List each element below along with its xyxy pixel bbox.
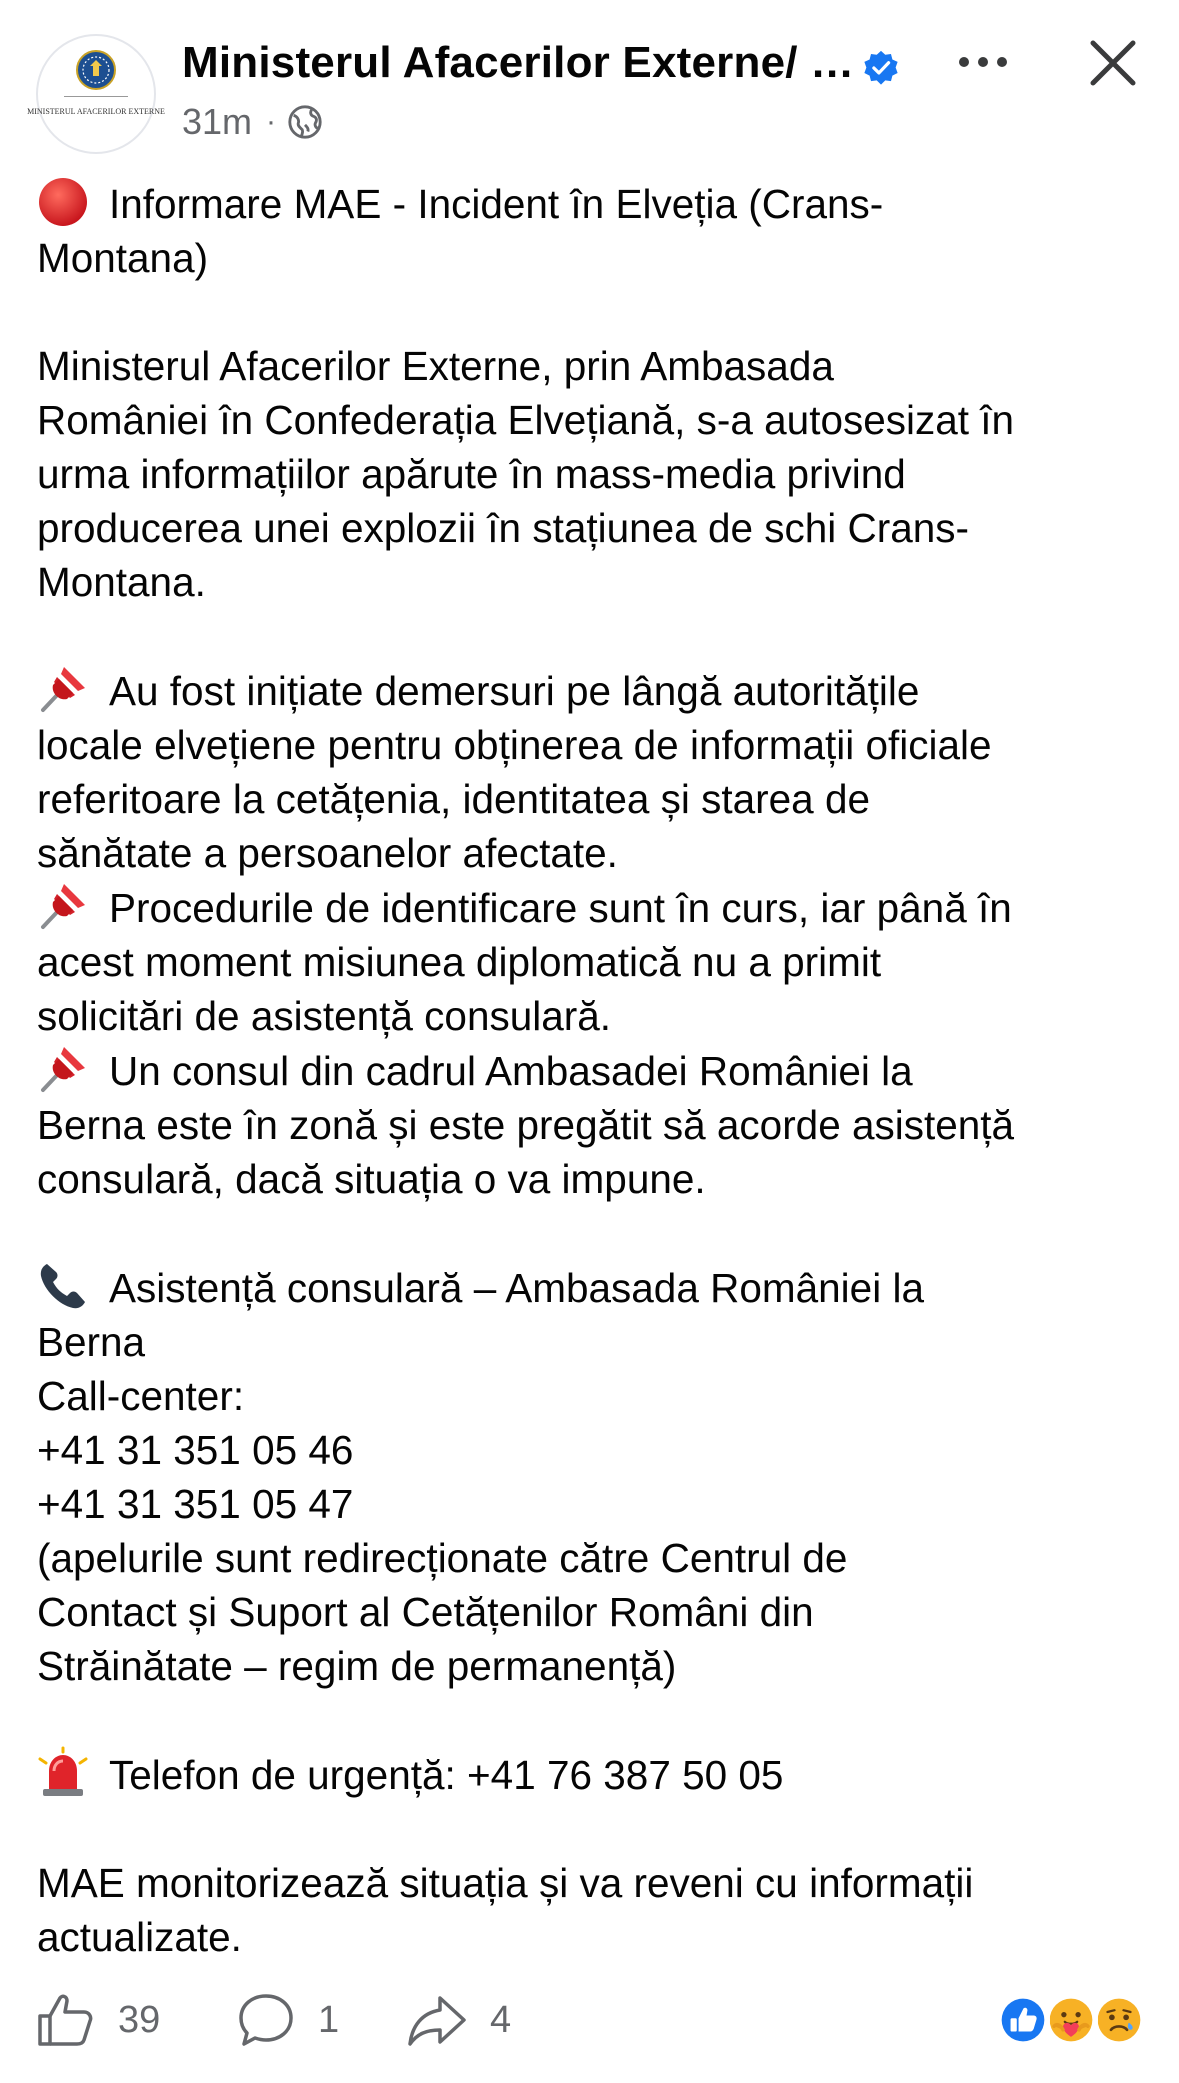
post-timestamp[interactable]: 31m [182, 101, 253, 142]
telephone-icon [37, 1260, 89, 1312]
red-circle-icon [37, 176, 89, 228]
bullet-item [37, 1043, 1167, 1206]
page-avatar[interactable] [27, 34, 165, 154]
post-meta [182, 98, 324, 146]
consular-heading: Asistență consulară – Ambasada României la Berna [37, 1265, 924, 1365]
more-options-button[interactable] [956, 42, 1010, 82]
comment-count: 1 [318, 1998, 340, 2041]
globe-icon[interactable] [286, 103, 324, 141]
bullet-item [37, 880, 1167, 1043]
care-reaction-icon [1044, 1993, 1098, 2047]
meta-separator: · [266, 105, 277, 138]
post-title: Informare MAE - Incident în Elveția (Crans- Montana) [37, 181, 884, 281]
consular-heading-line [37, 1260, 1167, 1369]
avatar-logo-text: MINISTERUL AFACERILOR EXTERNE [27, 107, 165, 116]
like-count: 39 [118, 1998, 161, 2041]
post-intro: Ministerul Afacerilor Externe, prin Ambasada României în Confederația Elvețiană, s-a autosesizat în urma informațiilor apărute în mass-media privind producerea unei explozii în stațiunea de schi Crans- Montana. [37, 343, 1015, 605]
close-icon [1086, 36, 1140, 90]
emergency-phone[interactable]: Telefon de urgență: +41 76 387 50 05 [109, 1752, 784, 1798]
siren-icon [37, 1747, 89, 1799]
pushpin-icon [37, 663, 89, 715]
redirect-note: (apelurile sunt redirecționate către Centrul de Contact și Suport al Cetățenilor Români din Străinătate – regim de permanență) [37, 1535, 848, 1689]
phone-number-2[interactable]: +41 31 351 05 47 [37, 1481, 354, 1527]
comment-button[interactable] [236, 1985, 339, 2055]
post-header [0, 0, 1179, 160]
close-button[interactable] [1086, 36, 1140, 90]
share-icon [406, 1990, 468, 2050]
pushpin-icon [37, 1043, 89, 1095]
sad-reaction-icon [1092, 1993, 1146, 2047]
share-button[interactable] [406, 1985, 511, 2055]
bullet-text: Un consul din cadrul Ambasadei României la Berna este în zonă și este pregătit să acorde asistență consulară, dacă situația o va impune. [37, 1048, 1015, 1202]
post-actions [0, 1985, 1179, 2055]
like-icon [36, 1990, 96, 2050]
share-count: 4 [490, 1998, 512, 2041]
like-reaction-icon [996, 1993, 1050, 2047]
page-name[interactable]: Ministerul Afacerilor Externe/ … [182, 38, 855, 87]
phone-number-1[interactable]: +41 31 351 05 46 [37, 1427, 354, 1473]
like-button[interactable] [36, 1985, 160, 2055]
post-closing: MAE monitorizează situația și va reveni cu informații actualizate. [37, 1860, 974, 1960]
verified-badge-icon [862, 49, 900, 87]
call-center-label: Call-center: [37, 1373, 245, 1419]
post-title-line [37, 176, 1167, 285]
comment-icon [236, 1990, 296, 2050]
emergency-line [37, 1747, 1167, 1802]
bullet-text: Procedurile de identificare sunt în curs, iar până în acest moment misiunea diplomatică nu a primit solicitări de asistență consulară. [37, 885, 1012, 1039]
post-text [37, 176, 1167, 1964]
bullet-text: Au fost inițiate demersuri pe lângă autoritățile locale elvețiene pentru obținerea de informații oficiale referitoare la cetățenia, identitatea și starea de sănătate a persoanelor afectate. [37, 668, 992, 876]
reaction-summary[interactable] [996, 1993, 1146, 2049]
pushpin-icon [37, 880, 89, 932]
more-options-icon [958, 56, 1008, 68]
bullet-item [37, 663, 1167, 880]
